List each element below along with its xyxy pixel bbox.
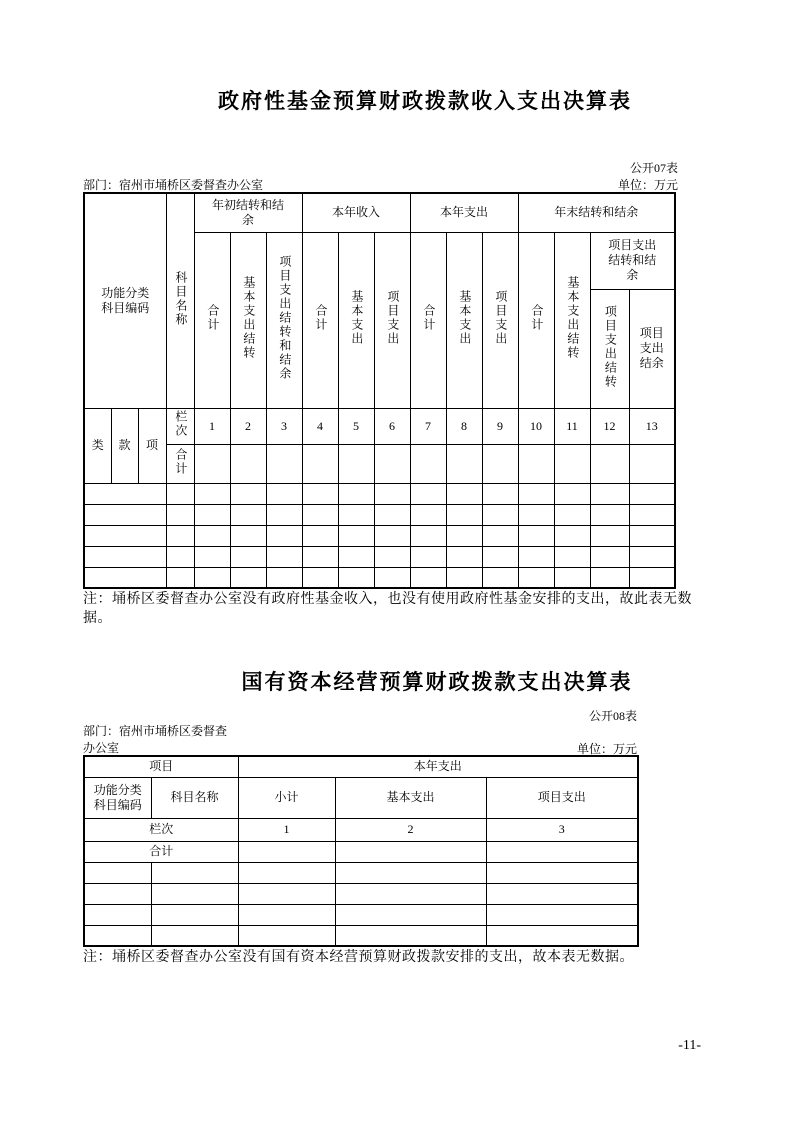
t1-group-header-row [84, 193, 675, 232]
t1-lanci-label: 栏次 [166, 408, 194, 444]
table1-form-number: 公开07表 [629, 161, 678, 175]
t2-basic-expense-header: 基本支出 [335, 777, 486, 818]
state-capital-table [83, 755, 639, 947]
t1-empty-row [84, 504, 675, 525]
t1-total-cell [446, 444, 482, 483]
t2-subject-name-header: 科目名称 [151, 777, 238, 818]
t1-group-end-balance: 年末结转和结余 [518, 193, 675, 232]
t1-total-cell [302, 444, 338, 483]
t2-colnum: 1 [238, 818, 335, 841]
t1-col-11-header: 基本支出结转 [554, 232, 590, 408]
t1-func-code-header: 功能分类科目编码 [84, 193, 166, 408]
table2-department [83, 723, 227, 757]
t2-total-cell [238, 841, 335, 862]
table1-unit: 单位：万元 [617, 178, 678, 192]
table2-department-line2: 办公室 [83, 741, 120, 755]
table2-note: 注：埇桥区委督查办公室没有国有资本经营预算财政拨款安排的支出，故本表无数据。 [83, 950, 634, 965]
t1-total-cell [518, 444, 554, 483]
t1-colnum: 10 [518, 408, 554, 444]
t1-total-cell [266, 444, 302, 483]
t1-total-label: 合计 [166, 444, 194, 483]
gov-fund-table [83, 192, 676, 589]
table1-title: 政府性基金预算财政拨款收入支出决算表 [218, 89, 632, 113]
t1-col-3-header: 项目支出结转和结余 [266, 232, 302, 408]
t2-subtotal-header: 小计 [238, 777, 335, 818]
t2-group-header-row [84, 756, 638, 777]
t1-col-5-header: 基本支出 [338, 232, 374, 408]
t1-colnum: 13 [629, 408, 675, 444]
table1-container [83, 192, 676, 589]
t1-col-9-header: 项目支出 [482, 232, 518, 408]
t1-subject-name-header: 科目名称 [166, 193, 194, 408]
table2-department-line1: 部门：宿州市埇桥区委督查 [83, 724, 228, 738]
t2-empty-row [84, 883, 638, 904]
t1-empty-row [84, 525, 675, 546]
t2-total-cell [486, 841, 638, 862]
t1-col-2-header: 基本支出结转 [230, 232, 266, 408]
t1-total-cell [230, 444, 266, 483]
table1-department: 部门：宿州市埇桥区委督查办公室 [83, 178, 264, 192]
t1-group-begin-balance: 年初结转和结余 [194, 193, 302, 232]
table1-meta-row [83, 176, 678, 193]
t2-project-expense-header: 项目支出 [486, 777, 638, 818]
t1-col-12-header: 项目支出结转 [590, 289, 629, 408]
t1-total-cell [374, 444, 410, 483]
t1-code-item: 项 [138, 408, 166, 483]
t1-colnum: 5 [338, 408, 374, 444]
t1-total-cell [410, 444, 446, 483]
t1-col-13-header: 项目支出结余 [629, 289, 675, 408]
t2-empty-row [84, 925, 638, 946]
table1-note: 注：埇桥区委督查办公室没有政府性基金收入，也没有使用政府性基金安排的支出，故此表无数据。 [83, 592, 692, 626]
page-number: -11- [678, 1038, 701, 1053]
t1-empty-row [84, 546, 675, 567]
t1-total-cell [554, 444, 590, 483]
t1-colnum: 9 [482, 408, 518, 444]
t2-total-row [84, 841, 638, 862]
t1-empty-row [84, 567, 675, 588]
t1-colnum: 11 [554, 408, 590, 444]
t1-total-cell [194, 444, 230, 483]
t1-col-10-header: 合计 [518, 232, 554, 408]
t2-colnum: 2 [335, 818, 486, 841]
t1-colnum: 2 [230, 408, 266, 444]
t1-col-7-header: 合计 [410, 232, 446, 408]
t1-colnum: 8 [446, 408, 482, 444]
t2-subheader-row [84, 777, 638, 818]
t2-empty-row [84, 862, 638, 883]
t1-group-year-expense: 本年支出 [410, 193, 518, 232]
t2-colnum: 3 [486, 818, 638, 841]
t1-colnum: 1 [194, 408, 230, 444]
t2-project-header: 项目 [84, 756, 238, 777]
t1-code-section: 款 [111, 408, 138, 483]
table2-unit: 单位：万元 [576, 742, 637, 756]
t1-group-year-income: 本年收入 [302, 193, 410, 232]
table2-title: 国有资本经营预算财政拨款支出决算表 [241, 670, 633, 694]
t1-colnum: 7 [410, 408, 446, 444]
t2-lanci-label: 栏次 [84, 818, 238, 841]
t2-total-cell [335, 841, 486, 862]
t1-col-4-header: 合计 [302, 232, 338, 408]
t1-colnum: 6 [374, 408, 410, 444]
t1-colnum: 3 [266, 408, 302, 444]
t1-colnum: 4 [302, 408, 338, 444]
table2-container [83, 755, 639, 947]
t1-total-row [84, 444, 675, 483]
t2-func-code-header: 功能分类科目编码 [84, 777, 151, 818]
t1-col-1-header: 合计 [194, 232, 230, 408]
t2-total-label: 合计 [84, 841, 238, 862]
t1-subgroup-project-balance: 项目支出结转和结余 [590, 232, 675, 289]
t1-code-class: 类 [84, 408, 111, 483]
t2-empty-row [84, 904, 638, 925]
t1-col-8-header: 基本支出 [446, 232, 482, 408]
t1-empty-row [84, 483, 675, 504]
t1-total-cell [338, 444, 374, 483]
t2-year-expense-header: 本年支出 [238, 756, 638, 777]
t1-total-cell [590, 444, 629, 483]
t1-total-cell [482, 444, 518, 483]
t1-colnum: 12 [590, 408, 629, 444]
t1-column-number-row [84, 408, 675, 444]
t2-column-number-row [84, 818, 638, 841]
t1-col-6-header: 项目支出 [374, 232, 410, 408]
table2-form-number: 公开08表 [588, 709, 637, 723]
